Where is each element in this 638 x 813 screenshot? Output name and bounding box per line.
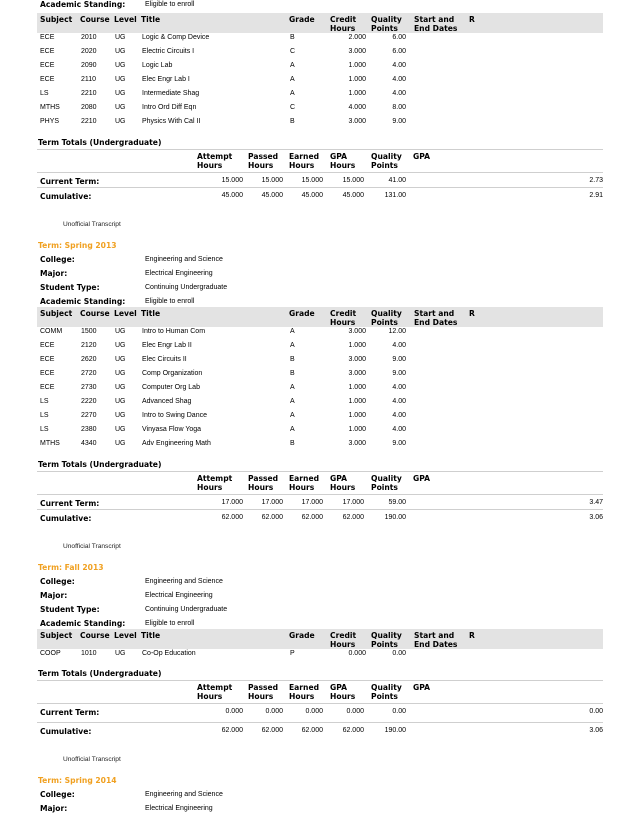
block-0-hdr-subject: Subject [40, 15, 73, 24]
block-0-course-grade: C [290, 104, 296, 111]
block-1-thdr-gpa-value: GPA [413, 474, 430, 483]
block-1-course-quality: 9.00 [392, 356, 406, 363]
block-1-course-number: 2120 [81, 342, 97, 349]
block-0-course-grade: B [290, 34, 295, 41]
block-2-hdr-credit-hours: Hours [330, 640, 356, 649]
block-0-thdr-gpa: GPA [330, 152, 347, 161]
block-0-course-subject: ECE [40, 34, 55, 41]
block-1-course-title: Intro to Swing Dance [142, 412, 207, 419]
block-2-cumulative-gpa: 3.06 [589, 727, 603, 734]
block-1-course-level: UG [115, 356, 126, 363]
block-1-hdr-title: Title [141, 309, 161, 318]
block-0-cumulative-earned: 45.000 [301, 192, 323, 199]
block-1-cumulative-gpa-hours: 62.000 [342, 514, 364, 521]
block-2-hdr-grade: Grade [289, 631, 315, 640]
block-0-course-quality: 9.00 [392, 118, 406, 125]
block-0-current-label: Current Term: [40, 177, 100, 186]
block-1-hdr-course: Course [80, 309, 110, 318]
block-0-course-subject: LS [40, 90, 49, 97]
block-0-thdr-passed: Passed [248, 152, 279, 161]
block-2-term-totals-rule [37, 680, 603, 681]
block-2-hdr-end: End Dates [414, 640, 458, 649]
block-0-course-credit: 3.000 [348, 118, 366, 125]
block-0-term-totals-rule [37, 149, 603, 150]
block-0-course-level: UG [115, 118, 126, 125]
block-0-totals-rule-1 [37, 172, 603, 173]
block-1-course-grade: A [290, 384, 295, 391]
block-2-term-totals-title: Term Totals (Undergraduate) [38, 669, 162, 678]
block-3-college-label: College: [40, 790, 75, 799]
block-0-course-title: Logic Lab [142, 62, 173, 69]
block-1-course-number: 4340 [81, 440, 97, 447]
block-1-hdr-credit: Credit [330, 309, 357, 318]
block-0-course-quality: 6.00 [392, 48, 406, 55]
block-2-totals-rule-2 [37, 722, 603, 723]
block-0-current-quality: 41.00 [388, 177, 406, 184]
block-2-current-attempt: 0.000 [225, 708, 243, 715]
block-0-hdr-start: Start and [414, 15, 455, 24]
block-1-course-credit: 3.000 [348, 370, 366, 377]
block-2-thdr-gpa-value: GPA [413, 683, 430, 692]
block-2-college-label: College: [40, 577, 75, 586]
block-1-course-credit: 1.000 [348, 342, 366, 349]
block-2-current-earned: 0.000 [305, 708, 323, 715]
block-2-current-quality: 0.00 [392, 708, 406, 715]
block-1-course-subject: MTHS [40, 440, 60, 447]
block-1-thdr-quality-points: Points [371, 483, 398, 492]
block-1-current-quality: 59.00 [388, 499, 406, 506]
block-0-course-number: 2210 [81, 90, 97, 97]
block-0-hdr-credit: Credit [330, 15, 357, 24]
block-2-thdr-quality: Quality [371, 683, 402, 692]
block-2-cumulative-quality: 190.00 [384, 727, 406, 734]
block-0-thdr-earned: Earned [289, 152, 320, 161]
block-1-thdr-gpa-hours: Hours [330, 483, 356, 492]
block-2-course-grade: P [290, 650, 295, 657]
block-1-major-label: Major: [40, 269, 68, 278]
block-0-current-gpa: 2.73 [589, 177, 603, 184]
block-1-course-title: Vinyasa Flow Yoga [142, 426, 202, 433]
block-1-course-number: 1500 [81, 328, 97, 335]
block-0-course-quality: 8.00 [392, 104, 406, 111]
block-0-course-grade: C [290, 48, 296, 55]
block-1-course-quality: 4.00 [392, 384, 406, 391]
block-0-course-credit: 2.000 [348, 34, 366, 41]
block-0-cumulative-gpa: 2.91 [589, 192, 603, 199]
block-0-current-passed: 15.000 [261, 177, 283, 184]
block-1-course-level: UG [115, 412, 126, 419]
block-1-hdr-end: End Dates [414, 318, 458, 327]
block-1-course-credit: 1.000 [348, 398, 366, 405]
block-0-thdr-gpa-value: GPA [413, 152, 430, 161]
block-1-course-credit: 3.000 [348, 328, 366, 335]
block-1-course-number: 2730 [81, 384, 97, 391]
block-0-course-number: 2110 [81, 76, 97, 83]
block-0-course-subject: MTHS [40, 104, 60, 111]
block-1-cumulative-label: Cumulative: [40, 514, 92, 523]
block-2-current-gpa: 0.00 [589, 708, 603, 715]
block-2-cumulative-label: Cumulative: [40, 727, 92, 736]
block-1-course-quality: 4.00 [392, 426, 406, 433]
block-2-course-credit: 0.000 [348, 650, 366, 657]
block-1-course-grade: A [290, 342, 295, 349]
block-0-cumulative-gpa-hours: 45.000 [342, 192, 364, 199]
block-2-hdr-start: Start and [414, 631, 455, 640]
block-0-current-attempt: 15.000 [221, 177, 243, 184]
block-1-thdr-quality: Quality [371, 474, 402, 483]
block-0-course-level: UG [115, 48, 126, 55]
block-0-course-title: Electric Circuits I [142, 48, 195, 55]
block-1-course-subject: COMM [40, 328, 63, 335]
block-0-current-earned: 15.000 [301, 177, 323, 184]
block-0-thdr-attempt-hours: Hours [197, 161, 223, 170]
block-0-course-credit: 1.000 [348, 76, 366, 83]
block-0-thdr-attempt: Attempt [197, 152, 233, 161]
block-1-thdr-attempt: Attempt [197, 474, 233, 483]
block-0-hdr-level: Level [114, 15, 137, 24]
block-1-hdr-quality-points: Points [371, 318, 398, 327]
block-2-major-value: Electrical Engineering [145, 591, 213, 599]
block-1-term-totals-rule [37, 471, 603, 472]
block-1-unofficial-footer: Unofficial Transcript [63, 543, 121, 550]
block-1-course-credit: 1.000 [348, 426, 366, 433]
block-2-cumulative-passed: 62.000 [261, 727, 283, 734]
block-0-course-grade: A [290, 76, 295, 83]
block-2-college-value: Engineering and Science [145, 577, 223, 585]
block-2-hdr-r: R [469, 631, 475, 640]
block-0-course-grade: B [290, 118, 295, 125]
block-0-course-quality: 4.00 [392, 90, 406, 97]
block-0-cumulative-passed: 45.000 [261, 192, 283, 199]
block-1-course-level: UG [115, 426, 126, 433]
block-1-course-quality: 4.00 [392, 412, 406, 419]
block-2-course-subject: COOP [40, 650, 61, 657]
block-0-hdr-grade: Grade [289, 15, 315, 24]
block-1-thdr-passed-hours: Hours [248, 483, 274, 492]
block-2-course-level: UG [115, 650, 126, 657]
block-1-student_type-label: Student Type: [40, 283, 100, 292]
block-2-student_type-label: Student Type: [40, 605, 100, 614]
block-0-hdr-quality-points: Points [371, 24, 398, 33]
block-1-cumulative-attempt: 62.000 [221, 514, 243, 521]
block-0-course-title: Logic & Comp Device [142, 34, 210, 41]
block-2-standing-value: Eligible to enroll [145, 619, 195, 627]
block-2-cumulative-earned: 62.000 [301, 727, 323, 734]
block-1-course-level: UG [115, 398, 126, 405]
block-1-course-level: UG [115, 328, 126, 335]
block-2-hdr-credit: Credit [330, 631, 357, 640]
block-0-thdr-earned-hours: Hours [289, 161, 315, 170]
block-2-unofficial-footer: Unofficial Transcript [63, 756, 121, 763]
block-2-cumulative-attempt: 62.000 [221, 727, 243, 734]
block-0-standing-label: Academic Standing: [40, 0, 126, 9]
block-2-thdr-gpa-hours: Hours [330, 692, 356, 701]
block-1-course-number: 2380 [81, 426, 97, 433]
block-1-cumulative-gpa: 3.06 [589, 514, 603, 521]
block-1-course-subject: LS [40, 426, 49, 433]
block-1-course-grade: B [290, 370, 295, 377]
block-1-course-level: UG [115, 440, 126, 447]
block-1-term-totals-title: Term Totals (Undergraduate) [38, 460, 162, 469]
block-2-current-gpa-hours: 0.000 [346, 708, 364, 715]
block-1-course-title: Adv Engineering Math [142, 440, 211, 447]
block-2-hdr-quality: Quality [371, 631, 402, 640]
block-2-current-passed: 0.000 [265, 708, 283, 715]
block-2-thdr-attempt-hours: Hours [197, 692, 223, 701]
block-1-college-label: College: [40, 255, 75, 264]
block-1-course-grade: B [290, 356, 295, 363]
block-0-course-quality: 4.00 [392, 62, 406, 69]
block-1-totals-rule-2 [37, 509, 603, 510]
block-2-major-label: Major: [40, 591, 68, 600]
block-0-thdr-gpa-hours: Hours [330, 161, 356, 170]
block-1-cumulative-passed: 62.000 [261, 514, 283, 521]
block-0-course-number: 2080 [81, 104, 97, 111]
block-1-course-subject: ECE [40, 370, 55, 377]
block-1-hdr-credit-hours: Hours [330, 318, 356, 327]
block-1-standing-label: Academic Standing: [40, 297, 126, 306]
block-1-course-title: Intro to Human Com [142, 328, 206, 335]
block-0-course-quality: 6.00 [392, 34, 406, 41]
block-2-totals-rule-1 [37, 703, 603, 704]
block-1-course-title: Elec Engr Lab II [142, 342, 192, 349]
block-1-course-grade: A [290, 426, 295, 433]
block-2-thdr-gpa: GPA [330, 683, 347, 692]
block-1-course-title: Computer Org Lab [142, 384, 200, 391]
block-1-course-grade: A [290, 412, 295, 419]
block-1-current-gpa-hours: 17.000 [342, 499, 364, 506]
block-0-cumulative-quality: 131.00 [384, 192, 406, 199]
block-1-course-level: UG [115, 384, 126, 391]
block-2-standing-label: Academic Standing: [40, 619, 126, 628]
block-2-thdr-earned: Earned [289, 683, 320, 692]
block-1-course-subject: LS [40, 412, 49, 419]
block-0-course-level: UG [115, 76, 126, 83]
block-1-cumulative-earned: 62.000 [301, 514, 323, 521]
block-2-current-label: Current Term: [40, 708, 100, 717]
block-0-course-level: UG [115, 90, 126, 97]
block-2-hdr-quality-points: Points [371, 640, 398, 649]
block-2-thdr-earned-hours: Hours [289, 692, 315, 701]
block-1-current-attempt: 17.000 [221, 499, 243, 506]
block-1-hdr-subject: Subject [40, 309, 73, 318]
block-1-course-title: Comp Organization [142, 370, 203, 377]
block-1-current-gpa: 3.47 [589, 499, 603, 506]
block-1-current-passed: 17.000 [261, 499, 283, 506]
block-1-course-grade: B [290, 440, 295, 447]
block-1-course-subject: ECE [40, 384, 55, 391]
block-1-course-quality: 4.00 [392, 398, 406, 405]
block-1-course-title: Elec Circuits II [142, 356, 187, 363]
block-2-thdr-passed-hours: Hours [248, 692, 274, 701]
block-1-current-label: Current Term: [40, 499, 100, 508]
block-0-thdr-passed-hours: Hours [248, 161, 274, 170]
block-1-term-heading: Term: Spring 2013 [38, 241, 117, 250]
block-1-course-title: Advanced Shag [142, 398, 192, 405]
block-2-thdr-passed: Passed [248, 683, 279, 692]
block-0-course-number: 2010 [81, 34, 97, 41]
block-1-hdr-level: Level [114, 309, 137, 318]
block-1-thdr-earned-hours: Hours [289, 483, 315, 492]
block-2-hdr-course: Course [80, 631, 110, 640]
block-0-course-title: Elec Engr Lab I [142, 76, 190, 83]
block-2-student_type-value: Continuing Undergraduate [145, 605, 228, 613]
block-2-hdr-subject: Subject [40, 631, 73, 640]
block-0-hdr-r: R [469, 15, 475, 24]
block-0-course-credit: 3.000 [348, 48, 366, 55]
block-0-course-level: UG [115, 62, 126, 69]
block-2-hdr-level: Level [114, 631, 137, 640]
block-3-college-value: Engineering and Science [145, 790, 223, 798]
block-1-course-grade: A [290, 398, 295, 405]
block-1-course-number: 2720 [81, 370, 97, 377]
block-2-term-heading: Term: Fall 2013 [38, 563, 104, 572]
block-2-thdr-quality-points: Points [371, 692, 398, 701]
block-0-course-subject: ECE [40, 48, 55, 55]
block-0-current-gpa-hours: 15.000 [342, 177, 364, 184]
block-1-hdr-start: Start and [414, 309, 455, 318]
block-1-course-level: UG [115, 342, 126, 349]
block-1-course-quality: 9.00 [392, 440, 406, 447]
block-0-course-credit: 4.000 [348, 104, 366, 111]
block-0-course-grade: A [290, 90, 295, 97]
block-0-thdr-quality-points: Points [371, 161, 398, 170]
block-1-course-credit: 3.000 [348, 440, 366, 447]
block-1-course-grade: A [290, 328, 295, 335]
block-1-college-value: Engineering and Science [145, 255, 223, 263]
block-0-course-title: Intermediate Shag [142, 90, 200, 97]
block-0-hdr-title: Title [141, 15, 161, 24]
block-1-course-quality: 4.00 [392, 342, 406, 349]
block-1-course-number: 2620 [81, 356, 97, 363]
block-1-course-number: 2220 [81, 398, 97, 405]
block-0-hdr-quality: Quality [371, 15, 402, 24]
block-2-course-number: 1010 [81, 650, 97, 657]
block-3-major-label: Major: [40, 804, 68, 813]
block-0-course-subject: ECE [40, 76, 55, 83]
block-1-course-credit: 1.000 [348, 384, 366, 391]
block-3-major-value: Electrical Engineering [145, 804, 213, 812]
block-2-hdr-title: Title [141, 631, 161, 640]
block-1-standing-value: Eligible to enroll [145, 297, 195, 305]
block-1-hdr-quality: Quality [371, 309, 402, 318]
block-0-course-level: UG [115, 104, 126, 111]
block-0-hdr-course: Course [80, 15, 110, 24]
block-1-thdr-earned: Earned [289, 474, 320, 483]
block-1-course-credit: 1.000 [348, 412, 366, 419]
block-1-course-quality: 9.00 [392, 370, 406, 377]
block-0-course-number: 2210 [81, 118, 97, 125]
block-0-hdr-end: End Dates [414, 24, 458, 33]
block-2-course-title: Co-Op Education [142, 650, 196, 657]
block-0-course-quality: 4.00 [392, 76, 406, 83]
block-1-course-credit: 3.000 [348, 356, 366, 363]
block-1-thdr-passed: Passed [248, 474, 279, 483]
block-0-term-totals-title: Term Totals (Undergraduate) [38, 138, 162, 147]
block-0-course-credit: 1.000 [348, 62, 366, 69]
block-0-thdr-quality: Quality [371, 152, 402, 161]
block-1-student_type-value: Continuing Undergraduate [145, 283, 228, 291]
block-1-course-level: UG [115, 370, 126, 377]
block-0-course-subject: PHYS [40, 118, 60, 125]
block-0-course-level: UG [115, 34, 126, 41]
block-1-cumulative-quality: 190.00 [384, 514, 406, 521]
block-3-term-heading: Term: Spring 2014 [38, 776, 117, 785]
block-0-course-subject: ECE [40, 62, 55, 69]
block-0-totals-rule-2 [37, 187, 603, 188]
block-0-course-number: 2090 [81, 62, 97, 69]
block-1-major-value: Electrical Engineering [145, 269, 213, 277]
block-1-current-earned: 17.000 [301, 499, 323, 506]
block-1-course-subject: ECE [40, 342, 55, 349]
block-0-course-number: 2020 [81, 48, 97, 55]
block-0-hdr-credit-hours: Hours [330, 24, 356, 33]
block-0-course-grade: A [290, 62, 295, 69]
block-1-hdr-grade: Grade [289, 309, 315, 318]
block-2-course-quality: 0.00 [392, 650, 406, 657]
block-1-course-subject: ECE [40, 356, 55, 363]
block-0-unofficial-footer: Unofficial Transcript [63, 221, 121, 228]
block-0-standing-value: Eligible to enroll [145, 0, 195, 8]
block-1-course-subject: LS [40, 398, 49, 405]
block-0-course-credit: 1.000 [348, 90, 366, 97]
block-2-thdr-attempt: Attempt [197, 683, 233, 692]
block-2-cumulative-gpa-hours: 62.000 [342, 727, 364, 734]
block-0-course-title: Physics With Cal II [142, 118, 201, 125]
block-1-course-number: 2270 [81, 412, 97, 419]
block-1-thdr-attempt-hours: Hours [197, 483, 223, 492]
block-0-course-title: Intro Ord Diff Eqn [142, 104, 197, 111]
block-1-totals-rule-1 [37, 494, 603, 495]
block-1-thdr-gpa: GPA [330, 474, 347, 483]
block-1-hdr-r: R [469, 309, 475, 318]
block-1-course-quality: 12.00 [388, 328, 406, 335]
block-0-cumulative-attempt: 45.000 [221, 192, 243, 199]
block-0-cumulative-label: Cumulative: [40, 192, 92, 201]
